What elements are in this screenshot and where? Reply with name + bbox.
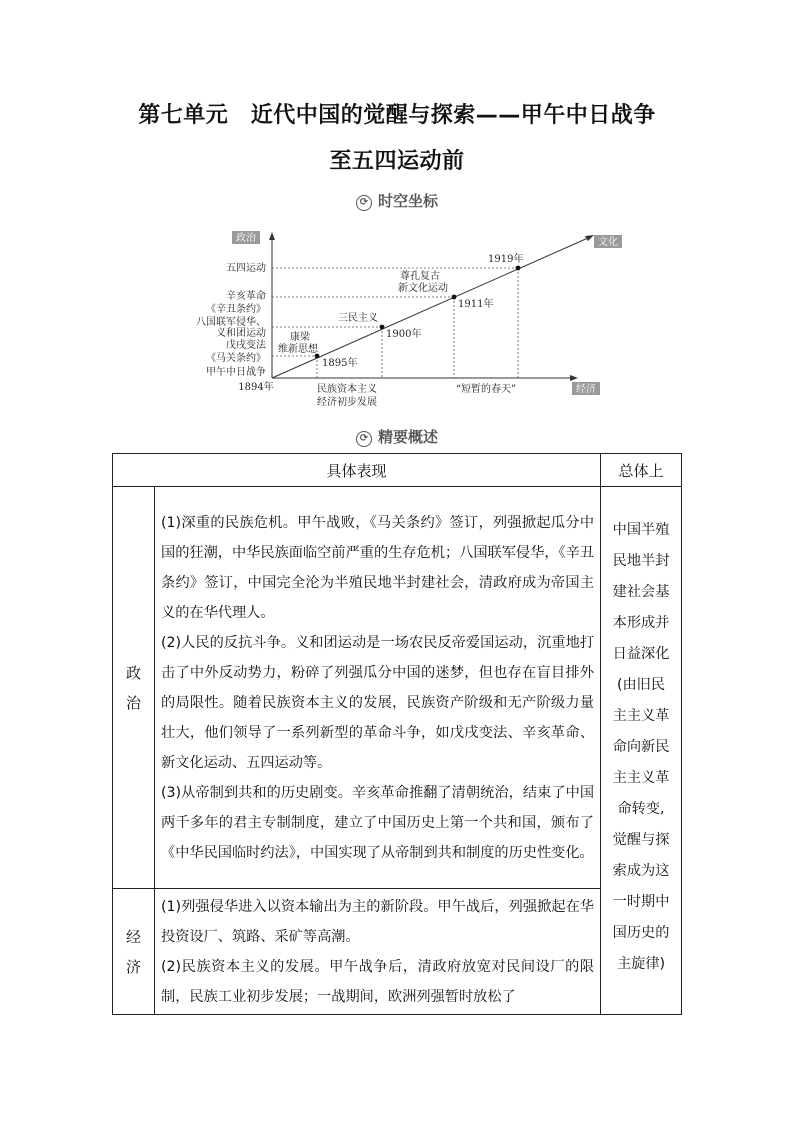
horizontal-axis-arrow-icon [570, 375, 578, 381]
paragraph: (1)列强侵华进入以资本输出为主的新阶段。甲午战后，列强掀起在华投资设厂、筑路、采矿等高潮。 [161, 898, 595, 945]
left-label-jiawu: 甲午中日战争 [206, 367, 266, 378]
left-label-baguo: 八国联军侵华、 [196, 317, 266, 328]
left-label-wuxu: 戊戌变法 [226, 340, 266, 351]
body-politics [155, 487, 601, 889]
table-header-row [113, 454, 682, 487]
paragraph: (2)民族资本主义的发展。甲午战争后，清政府放宽对民间设厂的限制，民族工业初步发展；一战期间，欧洲列强暂时放松了 [161, 958, 595, 1005]
axis-label-culture: 文化 [598, 237, 618, 248]
header-summary: 总体上 [601, 454, 682, 487]
circle-arrow-icon: ⟳ [356, 195, 372, 211]
left-label-xinhai: 辛亥革命 [226, 291, 266, 302]
year-1911: 1911年 [458, 299, 494, 310]
note-weixin: 维新思想 [278, 344, 318, 355]
section-heading-overview-text: 精要概述 [377, 428, 438, 446]
trend-line-arrow-icon [585, 235, 594, 241]
section-heading-timeline [0, 190, 794, 211]
left-label-wusi: 五四运动 [226, 263, 266, 274]
year-1919: 1919年 [488, 254, 524, 265]
category-politics: 政 治 [113, 487, 155, 889]
note-sanmin: 三民主义 [338, 313, 378, 324]
section-heading-timeline-text: 时空坐标 [377, 192, 438, 210]
axis-label-economy: 经济 [576, 384, 596, 395]
point-1911 [452, 295, 457, 300]
summary-table [112, 453, 682, 1015]
page-title-line2: 至五四运动前 [329, 149, 465, 174]
body-economy [155, 889, 601, 1015]
page-title-line1: 第七单元 近代中国的觉醒与探索——甲午中日战争 [138, 103, 656, 128]
summary-cell: 中国半殖 民地半封 建社会基 本形成并 日益深化 (由旧民 主主义革 命向新民 主主义革 命转变, 觉醒与探 索成为这 一时期中 国历史的 主旋律) [601, 487, 682, 1015]
table-row-politics [113, 487, 682, 889]
paragraph: (1)深重的民族危机。甲午战败，《马关条约》签订，列强掀起瓜分中国的狂潮，中华民族面临空前严重的生存危机；八国联军侵华，《辛丑条约》签订，中国完全沦为半殖民地半封建社会，清政府成为帝国主义的在华代理人。 [161, 514, 595, 621]
point-1900 [380, 325, 385, 330]
vertical-axis-arrow-icon [269, 232, 275, 240]
paragraph: (3)从帝制到共和的历史剧变。辛亥革命推翻了清朝统治，结束了中国两千多年的君主专制制度，建立了中国历史上第一个共和国，颁布了《中华民国临时约法》，中国实现了从帝制到共和制度的历史性变化。 [161, 784, 595, 861]
left-label-xinchou: 《辛丑条约》 [206, 304, 266, 315]
note-xinwenhua: 新文化运动 [398, 283, 448, 294]
origin-year: 1894年 [238, 382, 274, 393]
axis-label-politics: 政治 [236, 233, 256, 244]
left-label-yihetuan: 义和团运动 [216, 328, 266, 339]
category-economy: 经 济 [113, 889, 155, 1015]
circle-arrow-icon: ⟳ [356, 431, 372, 447]
year-1900: 1900年 [386, 329, 422, 340]
bottom-label-minzu2: 经济初步发展 [317, 397, 377, 408]
section-heading-overview [0, 426, 794, 447]
trend-line [272, 238, 588, 378]
timeline-diagram [190, 224, 630, 414]
year-1895: 1895年 [322, 358, 358, 369]
header-main: 具体表现 [113, 454, 601, 487]
left-label-maguan: 《马关条约》 [206, 353, 266, 364]
bottom-label-chuntian: “短暂的春天” [455, 384, 517, 395]
paragraph: (2)人民的反抗斗争。义和团运动是一场农民反帝爱国运动，沉重地打击了中外反动势力，粉碎了列强瓜分中国的迷梦，但也存在盲目排外的局限性。随着民族资本主义的发展，民族资产阶级和无产阶级力量壮大，他们领导了一系列新型的革命斗争，如戊戌变法、辛亥革命、新文化运动、五四运动等。 [161, 634, 595, 771]
point-1919 [516, 266, 521, 271]
note-kangliang: 康梁 [290, 332, 310, 343]
bottom-label-minzu1: 民族资本主义 [317, 384, 377, 395]
note-zunkong: 尊孔复古 [400, 271, 440, 282]
table-row-economy [113, 889, 682, 1015]
